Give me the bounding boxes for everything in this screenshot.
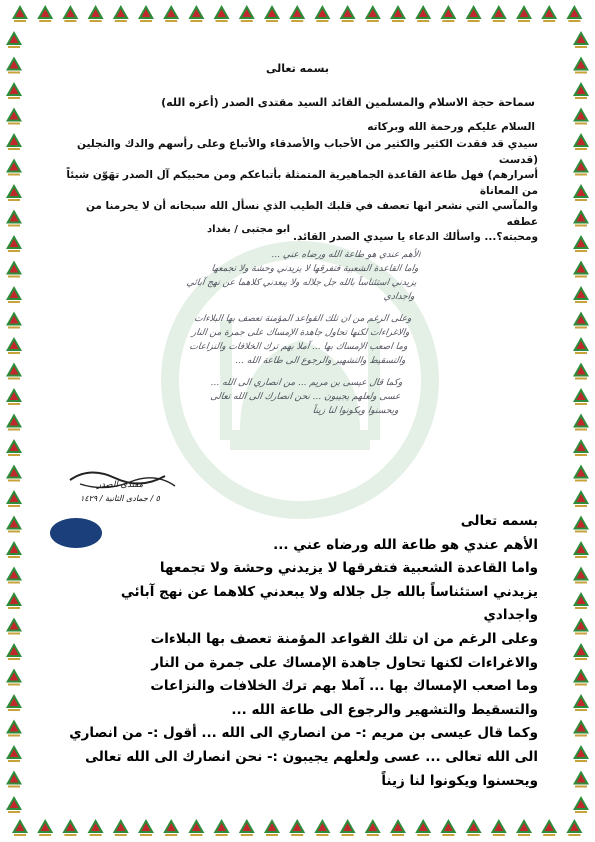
handwritten-line: وما اصعب الإمساك بها ... آملا بهم ترك الخلافات والنزاعات <box>188 342 409 352</box>
border-ornament-icon <box>573 184 589 201</box>
border-ornament-icon <box>491 819 507 836</box>
border-ornament-icon <box>566 819 582 836</box>
border-ornament-icon <box>6 669 22 686</box>
border-ornament-icon <box>466 819 482 836</box>
border-ornament-icon <box>6 618 22 635</box>
reply-line: واما القاعدة الشعبية فتفرقها لا يزيدني وحشة ولا تجمعها <box>159 560 538 577</box>
paragraph-line: أسرارهم) فهل طاعة القاعدة الجماهيرية المتمثلة بأتباعكم ومن محبيكم آل الصدر تهَوّن شيئاً من المعاناة <box>66 169 538 197</box>
border-ornament-icon <box>573 720 589 737</box>
border-ornament-icon <box>573 210 589 227</box>
border-ornament-icon <box>573 669 589 686</box>
border-ornament-icon <box>6 414 22 431</box>
border-ornament-icon <box>6 210 22 227</box>
border-ornament-icon <box>239 5 255 22</box>
border-ornament-icon <box>573 541 589 558</box>
border-ornament-icon <box>289 5 305 22</box>
border-ornament-icon <box>573 414 589 431</box>
border-ornament-icon <box>6 516 22 533</box>
border-ornament-icon <box>440 819 456 836</box>
border-ornament-icon <box>6 490 22 507</box>
reply-line: والتسقيط والتشهير والرجوع الى طاعة الله ... <box>231 701 538 718</box>
border-ornament-icon <box>566 5 582 22</box>
border-ornament-icon <box>573 108 589 125</box>
border-ornament-icon <box>6 465 22 482</box>
border-ornament-icon <box>573 694 589 711</box>
handwritten-line: وكما قال عيسى بن مريم ... من انصاري الى الله ... <box>210 378 404 388</box>
border-ornament-icon <box>573 490 589 507</box>
border-ornament-icon <box>264 5 280 22</box>
border-ornament-icon <box>573 82 589 99</box>
reply-line: واجدادي <box>483 607 538 624</box>
border-ornament-icon <box>12 5 28 22</box>
border-ornament-icon <box>573 771 589 788</box>
border-ornament-icon <box>88 5 104 22</box>
border-ornament-icon <box>6 312 22 329</box>
border-ornament-icon <box>340 819 356 836</box>
border-ornament-icon <box>516 819 532 836</box>
letter-greeting: السلام عليكم ورحمة الله وبركاته <box>367 121 535 133</box>
border-ornament-icon <box>516 5 532 22</box>
handwritten-line: ويحسنوا ويكونوا لنا زيناً <box>311 406 400 416</box>
border-ornament-icon <box>340 5 356 22</box>
border-ornament-icon <box>6 82 22 99</box>
border-ornament-icon <box>6 541 22 558</box>
border-ornament-icon <box>573 516 589 533</box>
border-ornament-icon <box>365 5 381 22</box>
border-ornament-icon <box>415 819 431 836</box>
border-ornament-icon <box>188 5 204 22</box>
border-ornament-icon <box>214 819 230 836</box>
border-ornament-icon <box>573 388 589 405</box>
border-ornament-icon <box>37 5 53 22</box>
handwritten-line: واجدادي <box>383 292 416 302</box>
border-ornament-icon <box>573 465 589 482</box>
border-ornament-icon <box>573 286 589 303</box>
stamp-name: مقتدى الصدر <box>96 480 144 490</box>
border-ornament-icon <box>573 57 589 74</box>
border-ornament-icon <box>6 388 22 405</box>
paragraph-line: سيدي قد فقدت الكثير والكثير من الأحباب والأصدقاء والأتباع وعلى رأسهم والدك والنجلين (قدست <box>77 138 538 166</box>
border-ornament-icon <box>314 819 330 836</box>
letter-basmala: بسمه تعالى <box>266 62 329 75</box>
border-ornament-icon <box>573 235 589 252</box>
reply-line: ويحسنوا ويكونوا لنا زيناً <box>381 772 538 789</box>
border-ornament-icon <box>573 337 589 354</box>
handwritten-line: يزيدني استئناساً بالله جل جلاله ولا يبعدني كلاهما عن نهج آبائي <box>185 278 418 288</box>
stamp-date: ٥ / جمادى الثانية / ١٤٢٩ <box>80 494 160 503</box>
border-ornament-icon <box>6 643 22 660</box>
reply-transcription <box>58 510 538 793</box>
border-ornament-icon <box>573 363 589 380</box>
border-ornament-icon <box>573 567 589 584</box>
border-ornament-icon <box>491 5 507 22</box>
border-ornament-icon <box>88 819 104 836</box>
reply-line: وما اصعب الإمساك بها ... آملا بهم ترك الخلافات والنزاعات <box>150 678 538 695</box>
border-ornament-icon <box>365 819 381 836</box>
border-ornament-icon <box>573 796 589 813</box>
border-ornament-icon <box>138 819 154 836</box>
paragraph-line: ومحبته؟... واسألك الدعاء يا سيدي الصدر القائد. <box>293 231 538 243</box>
border-ornament-icon <box>573 618 589 635</box>
border-ornament-icon <box>6 592 22 609</box>
border-ornament-icon <box>6 108 22 125</box>
border-ornament-icon <box>6 337 22 354</box>
border-ornament-icon <box>6 567 22 584</box>
handwritten-line: والتسقيط والتشهير والرجوع الى طاعة الله ... <box>234 356 407 366</box>
border-ornament-icon <box>6 363 22 380</box>
border-ornament-icon <box>541 5 557 22</box>
handwritten-line: الأهم عندي هو طاعة الله ورضاه عني ... <box>270 250 422 260</box>
border-ornament-icon <box>289 819 305 836</box>
border-ornament-icon <box>62 819 78 836</box>
reply-line: يزيدني استئناساً بالله جل جلاله ولا يبعدني كلاهما عن نهج آبائي <box>120 583 538 600</box>
border-ornament-icon <box>573 261 589 278</box>
border-ornament-icon <box>12 819 28 836</box>
border-ornament-icon <box>390 819 406 836</box>
border-ornament-icon <box>6 159 22 176</box>
border-ornament-icon <box>314 5 330 22</box>
border-ornament-icon <box>6 184 22 201</box>
border-ornament-icon <box>264 819 280 836</box>
border-ornament-icon <box>573 643 589 660</box>
reply-line: والاغراءات لكنها تحاول جاهدة الإمساك على جمرة من النار <box>151 654 538 671</box>
border-ornament-icon <box>6 796 22 813</box>
border-ornament-icon <box>6 133 22 150</box>
border-ornament-icon <box>573 592 589 609</box>
border-ornament-icon <box>188 819 204 836</box>
border-ornament-icon <box>6 745 22 762</box>
border-ornament-icon <box>6 720 22 737</box>
border-ornament-icon <box>6 286 22 303</box>
border-ornament-icon <box>415 5 431 22</box>
border-ornament-icon <box>239 819 255 836</box>
border-ornament-icon <box>113 819 129 836</box>
border-ornament-icon <box>6 771 22 788</box>
border-ornament-icon <box>466 5 482 22</box>
border-ornament-icon <box>573 745 589 762</box>
border-ornament-icon <box>573 31 589 48</box>
border-ornament-icon <box>573 312 589 329</box>
reply-line: وكما قال عيسى بن مريم :- من انصاري الى الله ... أقول :- من انصاري <box>69 725 538 742</box>
reply-line: الأهم عندي هو طاعة الله ورضاه عني ... <box>273 536 538 553</box>
border-ornament-icon <box>390 5 406 22</box>
border-ornament-icon <box>214 5 230 22</box>
handwritten-line: والاغراءات لكنها تحاول جاهدة الإمساك على جمرة من النار <box>191 328 411 338</box>
reply-line: وعلى الرغم من ان تلك القواعد المؤمنة تعصف بها البلاءات <box>150 630 538 647</box>
border-ornament-icon <box>163 5 179 22</box>
letter-addressee: سماحة حجة الاسلام والمسلمين القائد السيد مقتدى الصدر (أعزه الله) <box>161 96 535 109</box>
border-ornament-icon <box>6 235 22 252</box>
letter-signature: ابو مجتبى / بغداد <box>207 224 290 235</box>
paragraph-line: والمآسي التي نشعر انها تعصف في قلبك الطيب الذي نسأل الله سبحانه أن لا يحرمنا من عطفه <box>85 200 538 228</box>
handwritten-line: واما القاعدة الشعبية فتفرقها لا يزيدني وحشة ولا تجمعها <box>210 264 420 274</box>
border-ornament-icon <box>6 261 22 278</box>
border-ornament-icon <box>6 694 22 711</box>
border-ornament-icon <box>138 5 154 22</box>
border-ornament-icon <box>163 819 179 836</box>
border-ornament-icon <box>573 133 589 150</box>
border-ornament-icon <box>113 5 129 22</box>
border-ornament-icon <box>573 159 589 176</box>
border-ornament-icon <box>541 819 557 836</box>
border-ornament-icon <box>37 819 53 836</box>
border-ornament-icon <box>62 5 78 22</box>
border-ornament-icon <box>6 57 22 74</box>
handwritten-reply <box>127 240 422 418</box>
handwritten-line: وعلى الرغم من ان تلك القواعد المؤمنة تعصف بها البلاءات <box>193 314 413 324</box>
border-ornament-icon <box>6 439 22 456</box>
handwritten-line: عسى ولعلهم يجيبون ... نحن انصارك الى الله تعالى <box>209 392 402 402</box>
border-ornament-icon <box>573 439 589 456</box>
border-ornament-icon <box>440 5 456 22</box>
reply-line: بسمه تعالى <box>460 513 538 529</box>
reply-line: الى الله تعالى ... عسى ولعلهم يجيبون :- نحن انصارك الى الله تعالى <box>85 748 538 765</box>
border-ornament-icon <box>6 31 22 48</box>
